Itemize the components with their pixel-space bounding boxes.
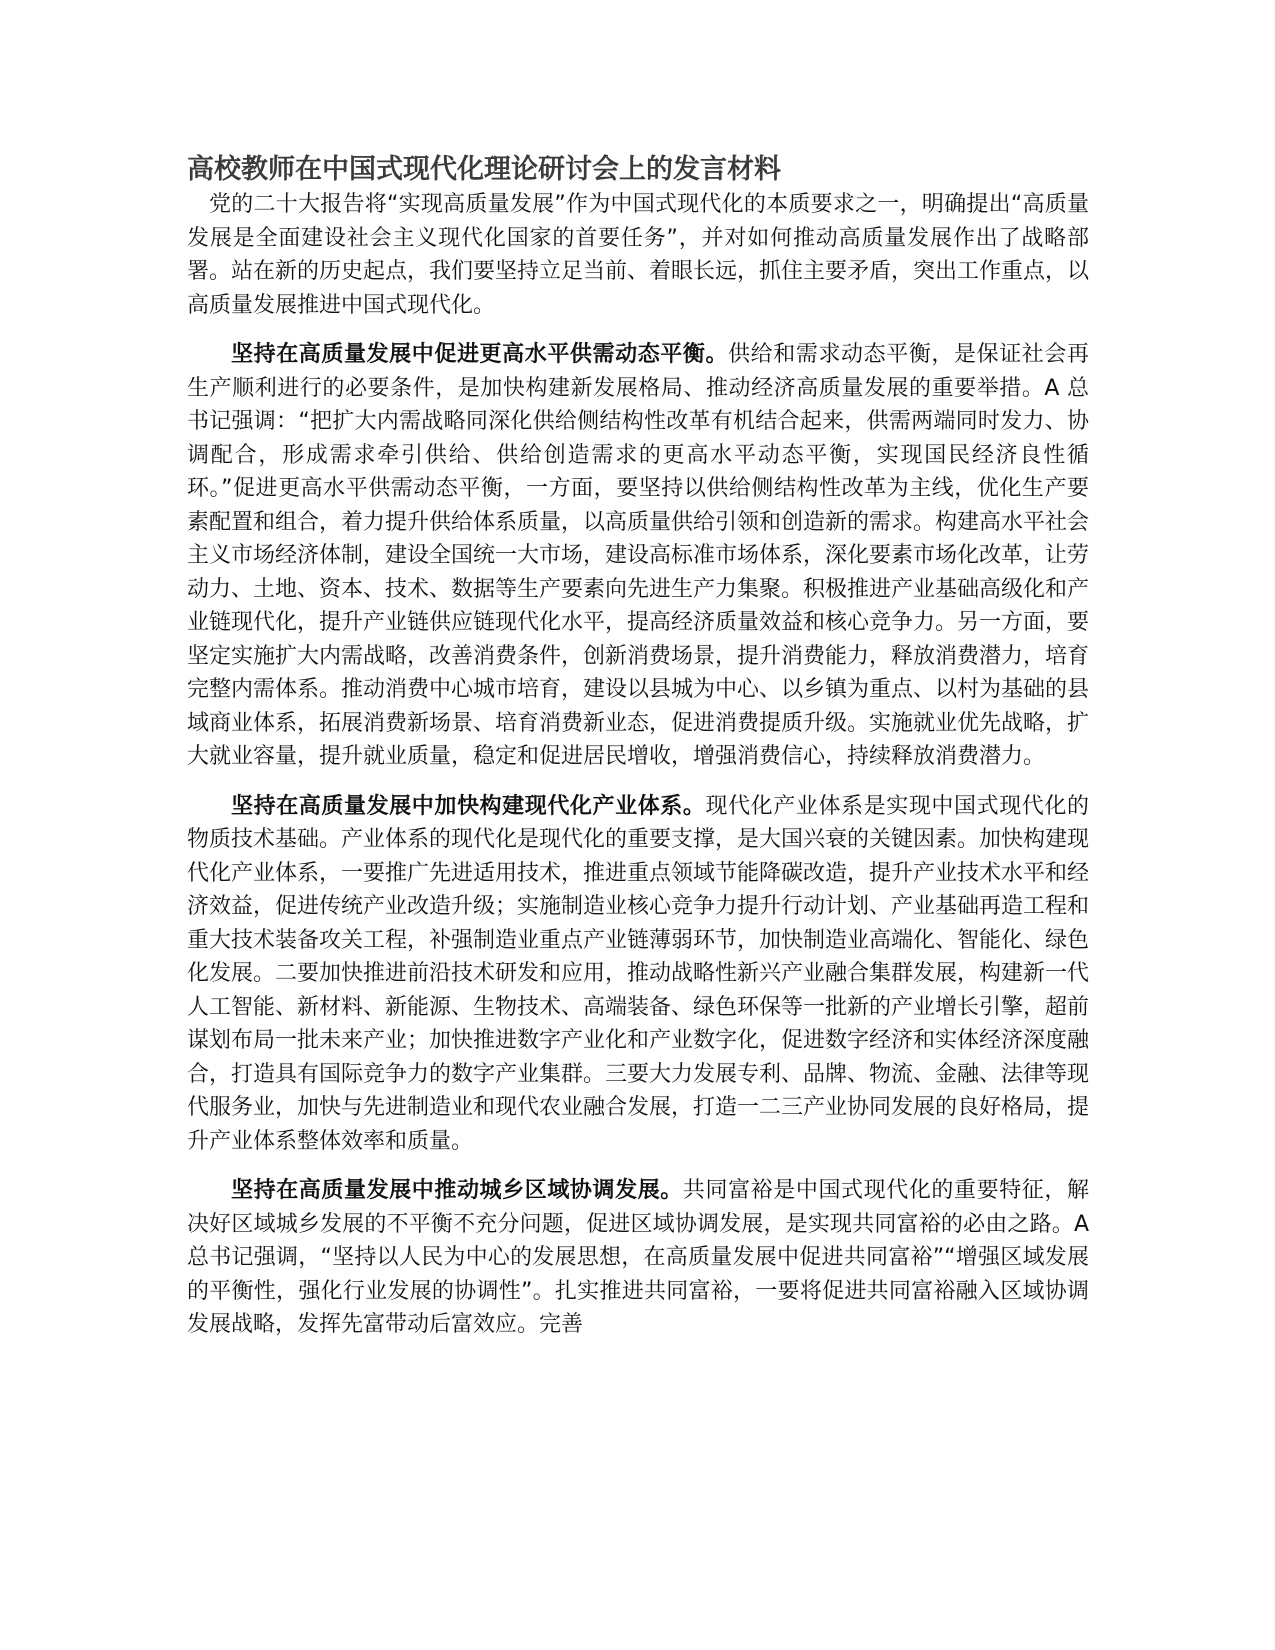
section-paragraph-3 — [187, 1174, 1089, 1342]
section-heading: 坚持在高质量发展中加快构建现代化产业体系。 — [231, 793, 706, 819]
intro-paragraph: 党的二十大报告将“实现高质量发展”作为中国式现代化的本质要求之一，明确提出“高质量发展是全面建设社会主义现代化国家的首要任务”，并对如何推动高质量发展作出了战略部署。站在新的历史起点，我们要坚持立足当前、着眼长远，抓住主要矛盾，突出工作重点，以高质量发展推进中国式现代化。 — [187, 192, 1090, 318]
section-heading: 坚持在高质量发展中促进更高水平供需动态平衡。 — [231, 342, 729, 367]
section-heading: 坚持在高质量发展中推动城乡区域协调发展。 — [231, 1178, 683, 1203]
document-title: 高校教师在中国式现代化理论研讨会上的发言材料 — [187, 154, 781, 185]
section-body: 现代化产业体系是实现中国式现代化的物质技术基础。产业体系的现代化是现代化的重要支撑，是大国兴衰的关键因素。加快构建现代化产业体系，一要推广先进适用技术，推进重点领域节能降碳改造，提升产业技术水平和经济效益，促进传统产业改造升级；实施制造业核心竞争力提升行动计划、产业基础再造工程和重大技术装备攻关工程，补强制造业重点产业链薄弱环节，加快制造业高端化、智能化、绿色化发展。二要加快推进前沿技术研发和应用，推动战略性新兴产业融合集群发展，构建新一代人工智能、新材料、新能源、生物技术、高端装备、绿色环保等一批新的产业增长引擎，超前谋划布局一批未来产业；加快推进数字产业化和产业数字化，促进数字经济和实体经济深度融合，打造具有国际竞争力的数字产业集群。三要大力发展专利、品牌、物流、金融、法律等现代服务业，加快与先进制造业和现代农业融合发展，打造一二三产业协同发展的良好格局，提升产业体系整体效率和质量。 — [187, 793, 1090, 1154]
section-body: 共同富裕是中国式现代化的重要特征，解决好区域城乡发展的不平衡不充分问题，促进区域协调发展，是实现共同富裕的必由之路。A 总书记强调，“坚持以人民为中心的发展思想，在高质量发展中促进共同富裕”“增强区域发展的平衡性，强化行业发展的协调性”。扎实推进共同富裕，一要将促进共同富裕融入区域协调发展战略，发挥先富带动后富效应。完善 — [187, 1178, 1089, 1337]
section-paragraph-2 — [187, 790, 1089, 1159]
section-paragraph-1 — [187, 338, 1089, 774]
document-page — [187, 152, 1089, 1342]
section-body: 供给和需求动态平衡，是保证社会再生产顺利进行的必要条件，是加快构建新发展格局、推动经济高质量发展的重要举措。A 总书记强调：“把扩大内需战略同深化供给侧结构性改革有机结合起来，供需两端同时发力、协调配合，形成需求牵引供给、供给创造需求的更高水平动态平衡，实现国民经济良性循环。”促进更高水平供需动态平衡，一方面，要坚持以供给侧结构性改革为主线，优化生产要素配置和组合，着力提升供给体系质量，以高质量供给引领和创造新的需求。构建高水平社会主义市场经济体制，建设全国统一大市场，建设高标准市场体系，深化要素市场化改革，让劳动力、土地、资本、技术、数据等生产要素向先进生产力集聚。积极推进产业基础高级化和产业链现代化，提升产业链供应链现代化水平，提高经济质量效益和核心竞争力。另一方面，要坚定实施扩大内需战略，改善消费条件，创新消费场景，提升消费能力，释放消费潜力，培育完整内需体系。推动消费中心城市培育，建设以县城为中心、以乡镇为重点、以村为基础的县域商业体系，拓展消费新场景、培育消费新业态，促进消费提质升级。实施就业优先战略，扩大就业容量，提升就业质量，稳定和促进居民增收，增强消费信心，持续释放消费潜力。 — [187, 342, 1090, 769]
